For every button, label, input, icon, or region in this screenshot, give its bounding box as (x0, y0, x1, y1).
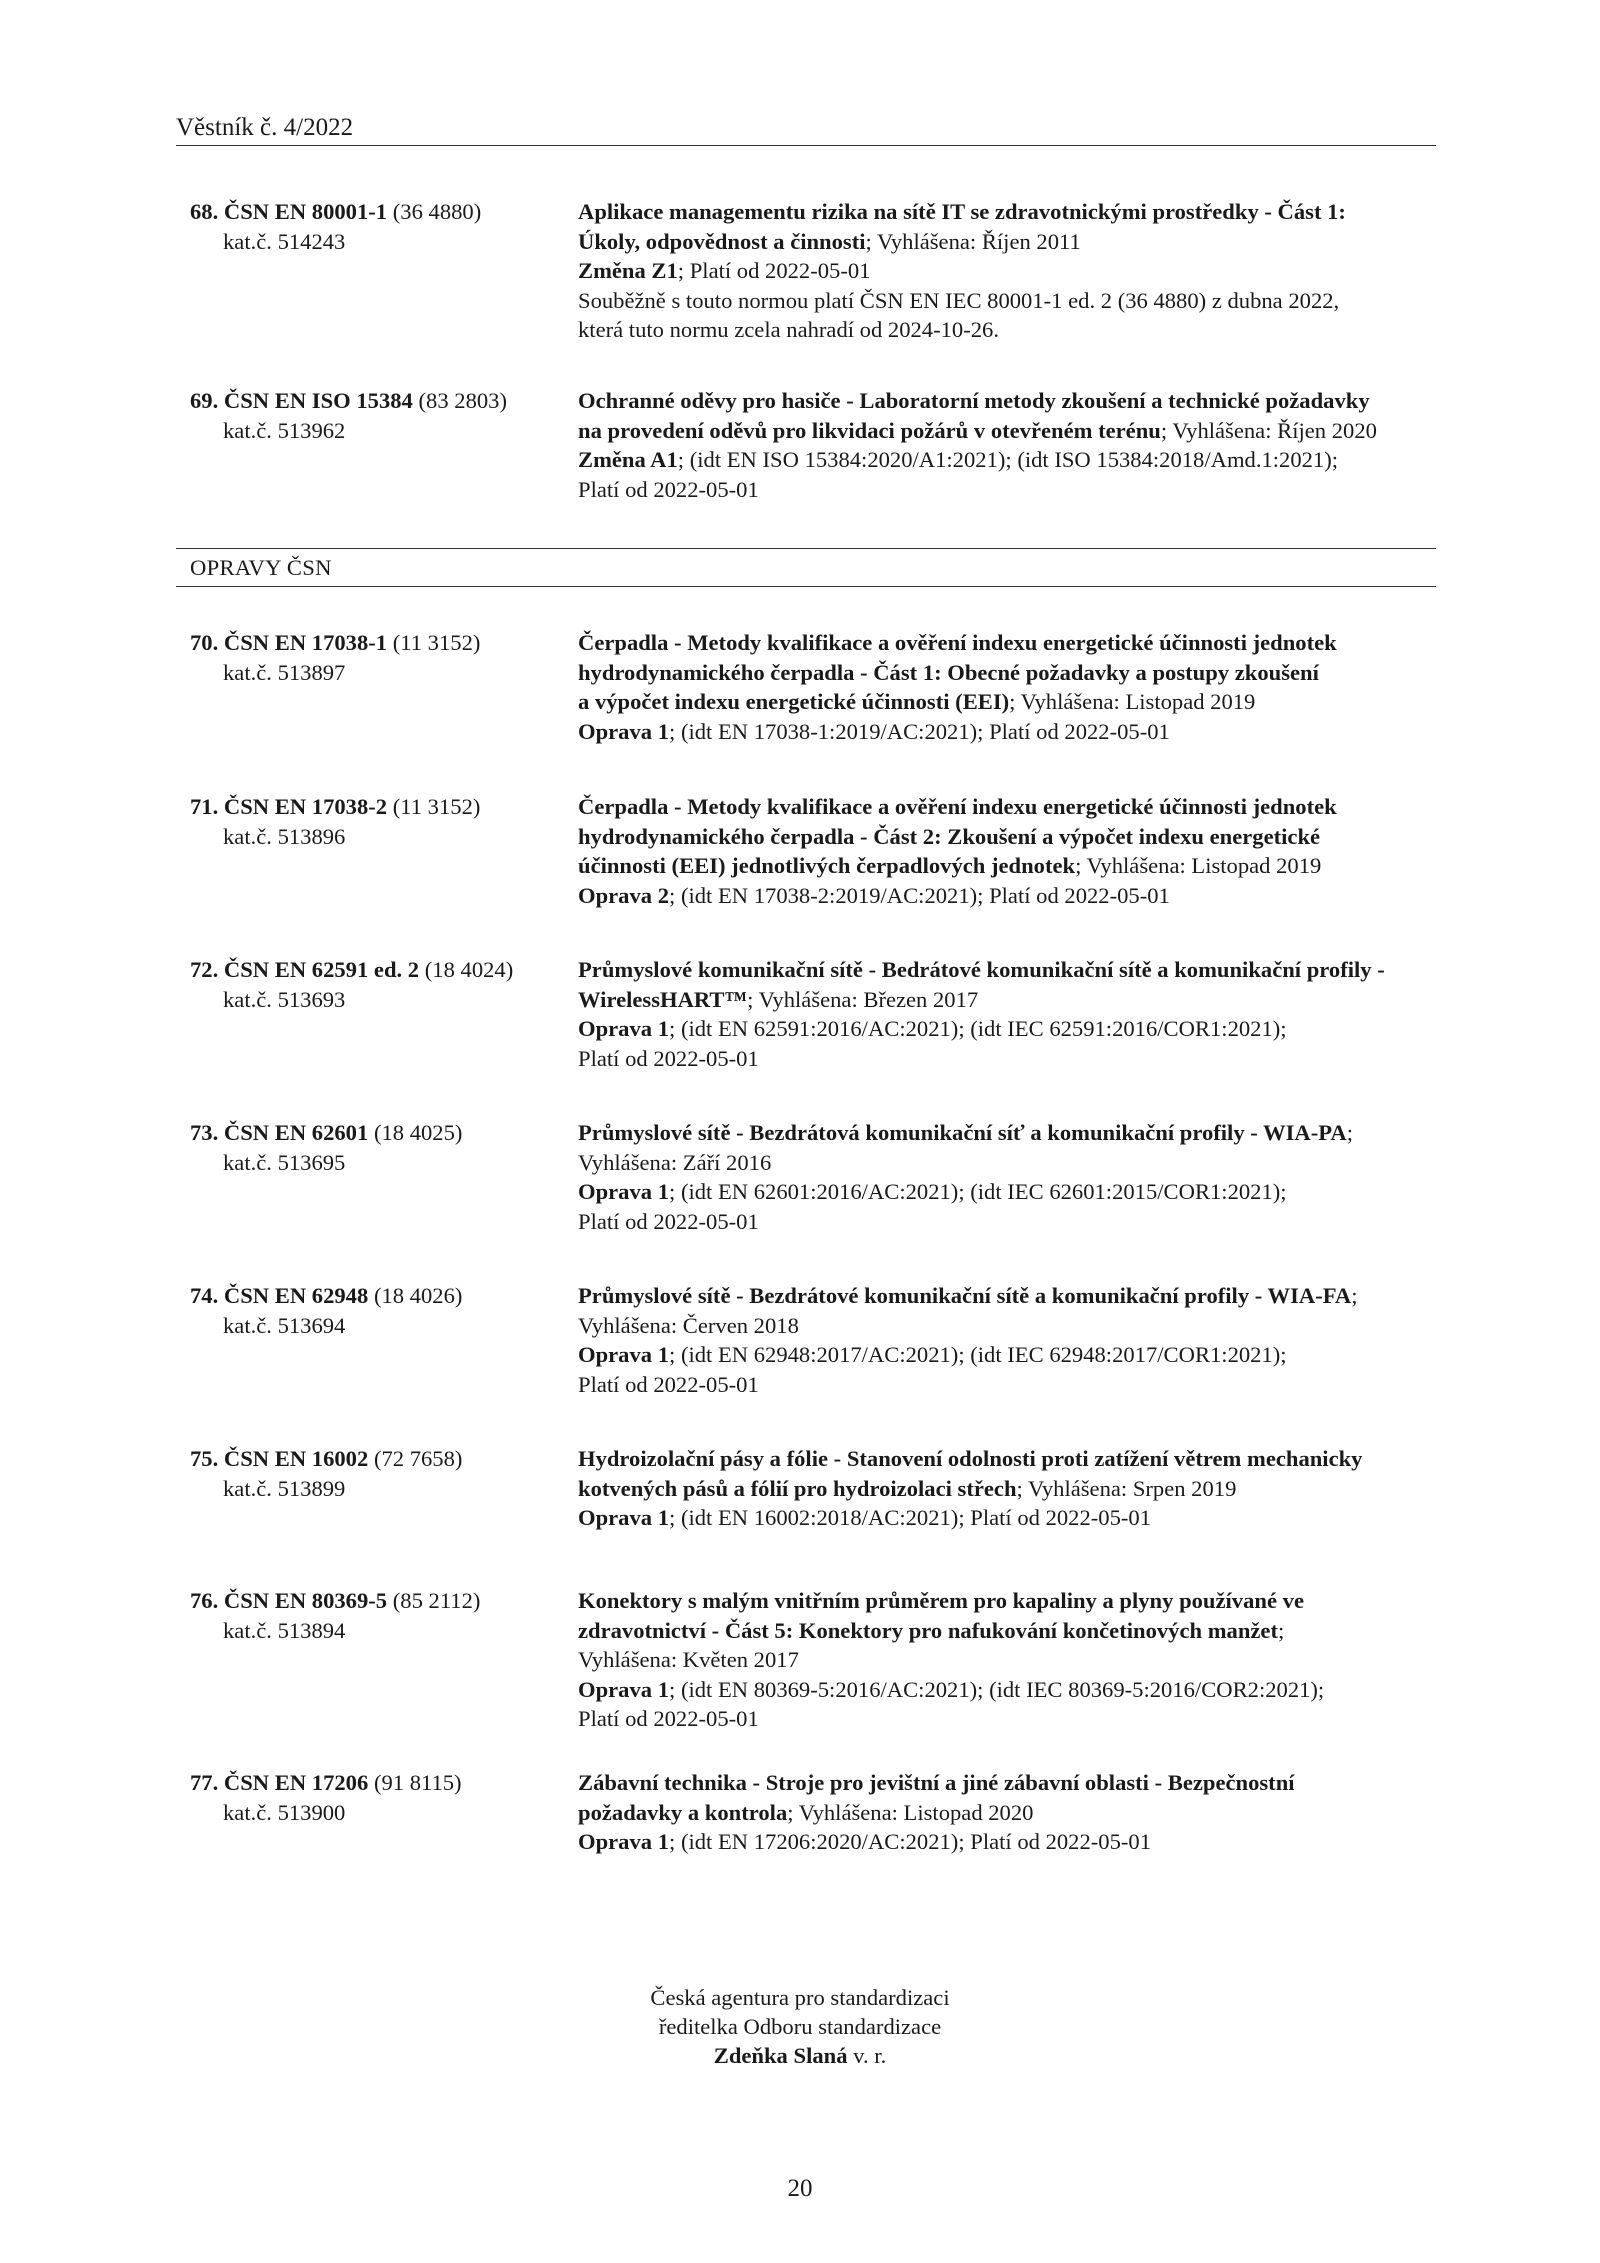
description-line (578, 286, 1448, 316)
bold-text: Oprava 1 (578, 718, 670, 744)
bold-text: Úkoly, odpovědnost a činnosti (578, 228, 866, 254)
entry-code-block (190, 628, 570, 687)
description-line (578, 1281, 1448, 1311)
entry-class-number: (11 3152) (392, 794, 481, 819)
description-line (578, 1370, 1448, 1400)
entry-standard-code: ČSN EN 80369-5 (223, 1588, 388, 1613)
entry-designation (190, 630, 480, 655)
plain-text: ; (idt EN 17038-1:2019/AC:2021); Platí od 2022-05-01 (669, 718, 1170, 744)
entry-number: 73. (190, 1120, 219, 1145)
footer-dept: ředitelka Odboru standardizace (658, 2014, 942, 2039)
plain-text: ; (1351, 1283, 1358, 1308)
plain-text: Souběžně s touto normou platí ČSN EN IEC 80001-1 ed. 2 (36 4880) z dubna 2022, (578, 287, 1340, 313)
entry-number: 70. (190, 630, 219, 655)
entry-code-block (190, 955, 570, 1014)
description-line (578, 792, 1448, 822)
bold-text: Změna Z1 (578, 258, 678, 283)
bold-text: Čerpadla - Metody kvalifikace a ověření indexu energetické účinnosti jednotek (578, 630, 1337, 655)
entry-number: 68. (190, 199, 219, 224)
description-line (578, 1616, 1448, 1646)
plain-text: Vyhlášena: Červen 2018 (578, 1312, 799, 1338)
entry-description (578, 1281, 1448, 1399)
bold-text: Hydroizolační pásy a fólie - Stanovení odolnosti proti zatížení větrem mechanicky (578, 1446, 1363, 1471)
description-line (578, 717, 1448, 747)
plain-text: Platí od 2022-05-01 (578, 1208, 759, 1234)
bold-text: Oprava 1 (578, 1829, 670, 1854)
entry-standard-code: ČSN EN 62948 (223, 1283, 369, 1308)
entry-catalog-number: kat.č. 513897 (223, 659, 346, 685)
entry-code-block (190, 1444, 570, 1503)
entry-designation (190, 1283, 462, 1308)
bold-text: zdravotnictví - Část 5: Konektory pro nafukování končetinových manžet (578, 1617, 1278, 1643)
entry-number: 69. (190, 388, 219, 413)
entry-catalog-number: kat.č. 514243 (223, 228, 346, 254)
plain-text: ; Vyhlášena: Listopad 2019 (1075, 853, 1322, 878)
bold-text: Oprava 1 (578, 1016, 670, 1041)
entry-number: 74. (190, 1283, 219, 1308)
plain-text: ; Vyhlášena: Listopad 2020 (787, 1799, 1034, 1825)
bold-text: Průmyslové sítě - Bezdrátová komunikační síť a komunikační profily - WIA-PA (578, 1120, 1347, 1145)
description-line (578, 227, 1448, 257)
description-line (578, 1768, 1448, 1798)
plain-text: ; (idt EN 62591:2016/AC:2021); (idt IEC 62591:2016/COR1:2021); (669, 1016, 1287, 1041)
bold-text: Zábavní technika - Stroje pro jevištní a jiné zábavní oblasti - Bezpečnostní (578, 1770, 1295, 1795)
description-line (578, 822, 1448, 852)
entry-class-number: (83 2803) (418, 388, 507, 413)
plain-text: ; Vyhlášena: Březen 2017 (747, 986, 979, 1012)
plain-text: Platí od 2022-05-01 (578, 476, 759, 502)
description-line (578, 1645, 1448, 1675)
description-line (578, 1177, 1448, 1207)
description-line (578, 1503, 1448, 1533)
description-line (578, 256, 1448, 286)
bold-text: Oprava 1 (578, 1676, 670, 1702)
entry-number: 75. (190, 1446, 219, 1471)
entry-description (578, 1118, 1448, 1236)
footer-org: Česká agentura pro standardizaci (650, 1985, 950, 2010)
plain-text: ; Vyhlášena: Říjen 2011 (865, 228, 1081, 254)
entry-standard-code: ČSN EN 17206 (223, 1770, 369, 1795)
entry-catalog-number: kat.č. 513900 (223, 1799, 346, 1825)
bold-text: Oprava 1 (578, 1342, 670, 1367)
entry-standard-code: ČSN EN 80001-1 (223, 199, 388, 224)
entry-description (578, 1444, 1448, 1533)
bold-text: Oprava 2 (578, 882, 670, 908)
plain-text: ; (idt EN ISO 15384:2020/A1:2021); (idt ISO 15384:2018/Amd.1:2021); (677, 447, 1339, 472)
description-line (578, 1798, 1448, 1828)
entry-code-block (190, 1768, 570, 1827)
bold-text: Aplikace managementu rizika na sítě IT se zdravotnickými prostředky - Část 1: (578, 199, 1346, 224)
description-line (578, 1207, 1448, 1237)
description-line (578, 658, 1448, 688)
plain-text: ; Vyhlášena: Říjen 2020 (1160, 417, 1377, 443)
bold-text: hydrodynamického čerpadla - Část 1: Obecné požadavky a postupy zkoušení (578, 659, 1319, 685)
entry-class-number: (11 3152) (392, 630, 481, 655)
bold-text: a výpočet indexu energetické účinnosti (EEI) (578, 689, 1010, 714)
signer-suffix: v. r. (847, 2043, 887, 2068)
entry-description (578, 386, 1448, 504)
description-line (578, 985, 1448, 1015)
bold-text: Průmyslové komunikační sítě - Bedrátové komunikační sítě a komunikační profily - (578, 957, 1385, 982)
description-line (578, 1586, 1448, 1616)
entry-catalog-number: kat.č. 513693 (223, 986, 346, 1012)
entry-standard-code: ČSN EN 62601 (223, 1120, 369, 1145)
description-line (578, 955, 1448, 985)
bold-text: Ochranné oděvy pro hasiče - Laboratorní metody zkoušení a technické požadavky (578, 388, 1370, 413)
bold-text: požadavky a kontrola (578, 1799, 788, 1825)
entry-description (578, 197, 1448, 345)
plain-text: ; (idt EN 80369-5:2016/AC:2021); (idt IEC 80369-5:2016/COR2:2021); (669, 1676, 1325, 1702)
entry-catalog-number: kat.č. 513962 (223, 417, 346, 443)
entry-class-number: (18 4026) (373, 1283, 463, 1308)
entry-description (578, 792, 1448, 910)
entry-designation (190, 388, 507, 413)
plain-text: která tuto normu zcela nahradí od 2024-10-26. (578, 317, 999, 342)
entry-standard-code: ČSN EN ISO 15384 (223, 388, 413, 413)
description-line (578, 1311, 1448, 1341)
entry-description (578, 1768, 1448, 1857)
plain-text: Vyhlášena: Květen 2017 (578, 1647, 799, 1672)
plain-text: ; (1277, 1617, 1285, 1643)
page-number: 20 (787, 2175, 813, 2202)
bold-text: hydrodynamického čerpadla - Část 2: Zkoušení a výpočet indexu energetické (578, 823, 1321, 849)
section-title: OPRAVY ČSN (190, 555, 332, 580)
entry-catalog-number: kat.č. 513694 (223, 1312, 346, 1338)
entry-catalog-number: kat.č. 513896 (223, 823, 346, 849)
journal-title: Věstník č. 4/2022 (176, 114, 354, 141)
bold-text: účinnosti (EEI) jednotlivých čerpadlových jednotek (578, 853, 1076, 878)
entry-catalog-number: kat.č. 513695 (223, 1149, 346, 1175)
description-line (578, 1704, 1448, 1734)
description-line (578, 445, 1448, 475)
entry-standard-code: ČSN EN 62591 ed. 2 (223, 957, 420, 982)
description-line (578, 1118, 1448, 1148)
entry-designation (190, 1588, 480, 1613)
bold-text: Oprava 1 (578, 1179, 670, 1204)
entry-standard-code: ČSN EN 17038-2 (223, 794, 388, 819)
bold-text: WirelessHART™ (578, 986, 748, 1012)
entry-designation (190, 1120, 462, 1145)
entry-code-block (190, 197, 570, 256)
entry-designation (190, 199, 481, 224)
entry-class-number: (72 7658) (373, 1446, 463, 1471)
section-rule-top (176, 548, 1436, 549)
bold-text: na provedení oděvů pro likvidaci požárů v otevřeném terénu (578, 417, 1161, 443)
entry-number: 77. (190, 1770, 219, 1795)
description-line (578, 1827, 1448, 1857)
plain-text: ; (idt EN 62948:2017/AC:2021); (idt IEC 62948:2017/COR1:2021); (669, 1342, 1287, 1367)
bold-text: Změna A1 (578, 447, 678, 472)
plain-text: Platí od 2022-05-01 (578, 1045, 759, 1071)
entry-description (578, 628, 1448, 746)
description-line (578, 1014, 1448, 1044)
entry-class-number: (36 4880) (392, 199, 482, 224)
entry-class-number: (18 4024) (424, 957, 514, 982)
entry-number: 76. (190, 1588, 219, 1613)
plain-text: ; (idt EN 16002:2018/AC:2021); Platí od 2022-05-01 (669, 1505, 1151, 1530)
entry-class-number: (85 2112) (392, 1588, 481, 1613)
plain-text: ; (idt EN 62601:2016/AC:2021); (idt IEC 62601:2015/COR1:2021); (669, 1179, 1287, 1204)
bold-text: Konektory s malým vnitřním průměrem pro kapaliny a plyny používané ve (578, 1588, 1304, 1613)
entry-designation (190, 1446, 462, 1471)
description-line (578, 475, 1448, 505)
footer-signature (0, 2041, 1600, 2071)
entry-catalog-number: kat.č. 513899 (223, 1475, 346, 1501)
bold-text: Oprava 1 (578, 1505, 670, 1530)
signer-name: Zdeňka Slaná (713, 2043, 848, 2068)
description-line (578, 1474, 1448, 1504)
entry-code-block (190, 792, 570, 851)
entry-standard-code: ČSN EN 16002 (223, 1446, 369, 1471)
plain-text: ; Vyhlášena: Listopad 2019 (1009, 689, 1256, 714)
entry-number: 71. (190, 794, 219, 819)
section-rule-bottom (176, 586, 1436, 587)
bold-text: Průmyslové sítě - Bezdrátové komunikační sítě a komunikační profily - WIA-FA (578, 1283, 1352, 1308)
entry-description (578, 1586, 1448, 1734)
description-line (578, 1148, 1448, 1178)
entry-description (578, 955, 1448, 1073)
plain-text: ; Vyhlášena: Srpen 2019 (1016, 1475, 1237, 1501)
entry-code-block (190, 386, 570, 445)
description-line (578, 628, 1448, 658)
entry-designation (190, 1770, 462, 1795)
entry-standard-code: ČSN EN 17038-1 (223, 630, 388, 655)
entry-number: 72. (190, 957, 219, 982)
entry-code-block (190, 1586, 570, 1645)
description-line (578, 687, 1448, 717)
description-line (578, 851, 1448, 881)
description-line (578, 315, 1448, 345)
plain-text: Platí od 2022-05-01 (578, 1706, 759, 1731)
entry-class-number: (18 4025) (373, 1120, 463, 1145)
description-line (578, 416, 1448, 446)
plain-text: ; (idt EN 17206:2020/AC:2021); Platí od 2022-05-01 (669, 1829, 1151, 1854)
description-line (578, 1340, 1448, 1370)
entry-designation (190, 957, 513, 982)
entry-designation (190, 794, 480, 819)
plain-text: ; (1346, 1120, 1353, 1145)
description-line (578, 1044, 1448, 1074)
entry-code-block (190, 1281, 570, 1340)
entry-code-block (190, 1118, 570, 1177)
bold-text: kotvených pásů a fólií pro hydroizolaci střech (578, 1475, 1017, 1501)
plain-text: ; Platí od 2022-05-01 (677, 258, 871, 283)
description-line (578, 386, 1448, 416)
header-rule (176, 145, 1436, 146)
description-line (578, 1444, 1448, 1474)
bold-text: Čerpadla - Metody kvalifikace a ověření indexu energetické účinnosti jednotek (578, 794, 1337, 819)
plain-text: ; (idt EN 17038-2:2019/AC:2021); Platí od 2022-05-01 (669, 882, 1170, 908)
entry-catalog-number: kat.č. 513894 (223, 1617, 346, 1643)
description-line (578, 1675, 1448, 1705)
description-line (578, 197, 1448, 227)
description-line (578, 881, 1448, 911)
entry-class-number: (91 8115) (373, 1770, 462, 1795)
plain-text: Vyhlášena: Září 2016 (578, 1149, 772, 1175)
plain-text: Platí od 2022-05-01 (578, 1371, 759, 1397)
